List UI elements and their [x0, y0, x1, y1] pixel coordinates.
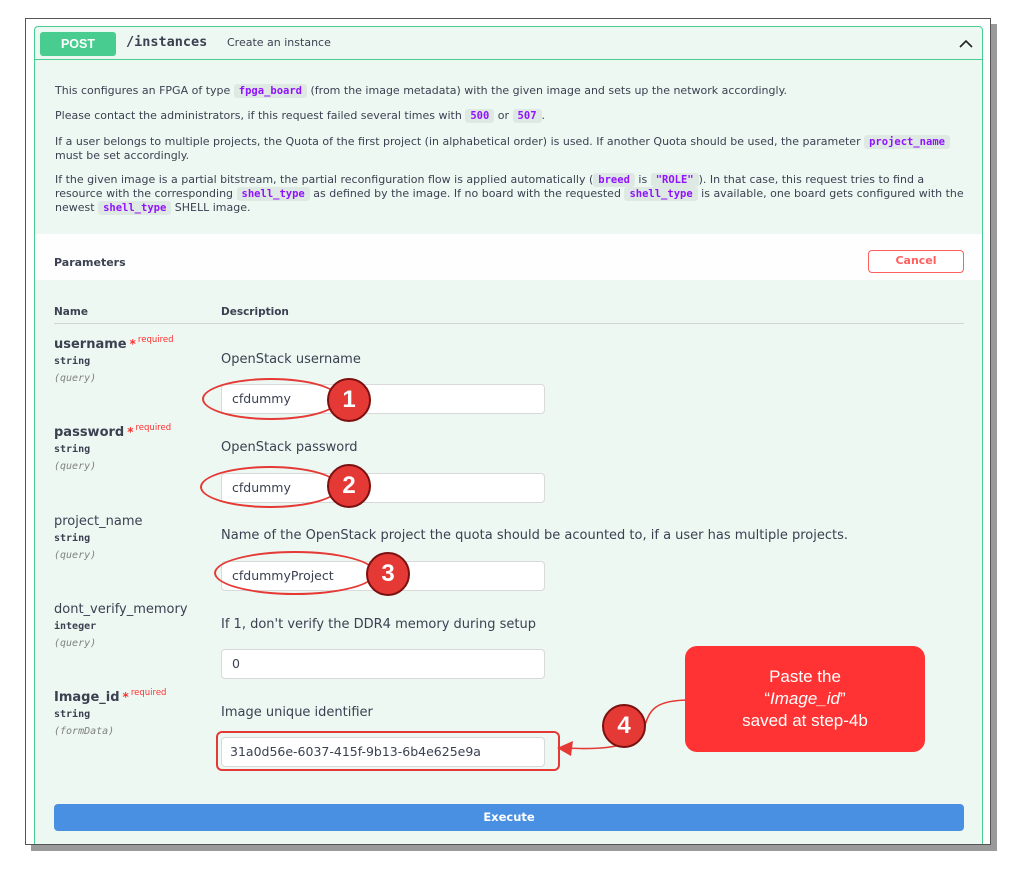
inline-code: 500: [465, 109, 494, 123]
project-name-input[interactable]: cfdummyProject: [221, 561, 545, 591]
method-badge: POST: [40, 32, 116, 56]
image-id-input[interactable]: 31a0d56e-6037-415f-9b13-6b4e625e9a: [221, 737, 545, 767]
param-description: If 1, don't verify the DDR4 memory during setup: [221, 617, 536, 632]
param-type: string: [54, 533, 91, 544]
inline-code: fpga_board: [234, 84, 307, 98]
cancel-button[interactable]: Cancel: [868, 250, 964, 273]
param-location: (query): [54, 461, 97, 472]
annotation-callout: [685, 646, 925, 752]
text: ). In that case, this request tries to find a resource with the corresponding: [55, 173, 925, 200]
inline-code: 507: [513, 109, 542, 123]
inline-code: "ROLE": [651, 173, 699, 187]
param-name-project-name: project_name: [54, 514, 143, 529]
column-header-description: Description: [221, 306, 289, 318]
inline-code: shell_type: [624, 187, 697, 201]
param-description: Name of the OpenStack project the quota should be acounted to, if a user has multiple projects.: [221, 528, 849, 543]
dont-verify-memory-input[interactable]: 0: [221, 649, 545, 679]
column-header-name: Name: [54, 306, 88, 318]
param-name-password: [54, 425, 171, 440]
annotation-marker-4: 4: [602, 704, 646, 748]
text: is available, one board gets configured with the newest: [55, 187, 964, 214]
callout-emphasis: Image_id: [770, 689, 840, 708]
annotation-marker-1: 1: [327, 378, 371, 422]
required-label: required: [135, 423, 172, 433]
operation-header[interactable]: [35, 27, 982, 60]
param-name-text: password: [54, 425, 125, 440]
callout-text: [685, 688, 925, 710]
text: SHELL image.: [174, 201, 251, 214]
operation-path: /instances: [126, 34, 208, 50]
text: (from the image metadata) with the given image and sets up the network accordingly.: [310, 84, 788, 97]
chevron-up-icon[interactable]: [959, 37, 973, 51]
text: Please contact the administrators, if this request failed several times with: [55, 109, 462, 122]
description-paragraph-1: [55, 84, 970, 98]
param-name-text: Image_id: [54, 690, 120, 705]
param-name-text: username: [54, 337, 127, 352]
text: must be set accordingly.: [55, 149, 190, 162]
required-star: *: [129, 337, 136, 351]
param-type: string: [54, 356, 91, 367]
execute-button[interactable]: Execute: [54, 804, 964, 831]
callout-text: saved at step-4b: [742, 711, 868, 730]
param-type: string: [54, 444, 91, 455]
param-name-image-id: [54, 690, 166, 705]
text: as defined by the image. If no board with the requested: [313, 187, 621, 200]
param-name-username: [54, 337, 174, 352]
param-name-dont-verify-memory: dont_verify_memory: [54, 602, 188, 617]
param-description: Image unique identifier: [221, 705, 373, 720]
required-label: required: [137, 335, 174, 345]
inline-code: project_name: [864, 135, 950, 149]
param-description: OpenStack username: [221, 352, 361, 367]
inline-code: breed: [593, 173, 635, 187]
annotation-marker-2: 2: [327, 464, 371, 508]
param-location: (query): [54, 373, 97, 384]
callout-quote: ”: [839, 689, 846, 708]
text: This configures an FPGA of type: [55, 84, 231, 97]
text: is: [638, 173, 648, 186]
callout-quote: “: [764, 689, 771, 708]
param-type: integer: [54, 621, 97, 632]
text: If the given image is a partial bitstream, the partial reconfiguration flow is applied automatically (: [55, 173, 594, 186]
column-divider: [54, 323, 964, 324]
username-input[interactable]: cfdummy: [221, 384, 545, 414]
parameters-title: Parameters: [54, 256, 126, 269]
param-type: string: [54, 709, 91, 720]
inline-code: shell_type: [237, 187, 310, 201]
description-paragraph-2: [55, 109, 970, 123]
param-location: (formData): [54, 726, 115, 737]
annotation-ellipse: [200, 466, 340, 508]
inline-code: shell_type: [98, 201, 171, 215]
required-label: required: [130, 688, 167, 698]
callout-text: Paste the: [769, 667, 841, 686]
text: .: [541, 109, 546, 122]
required-star: *: [127, 425, 134, 439]
description-paragraph-3: [55, 135, 970, 163]
parameters-header: [35, 234, 982, 280]
param-location: (query): [54, 638, 97, 649]
text: If a user belongs to multiple projects, the Quota of the first project (in alphabetical order) is used. If another Quota should be used, the parameter: [55, 135, 861, 148]
text: or: [497, 109, 510, 122]
description-paragraph-4: [55, 173, 970, 215]
param-description: OpenStack password: [221, 440, 358, 455]
param-location: (query): [54, 550, 97, 561]
operation-summary: Create an instance: [227, 36, 331, 49]
required-star: *: [122, 690, 129, 704]
annotation-ellipse: [202, 378, 340, 420]
annotation-marker-3: 3: [366, 552, 410, 596]
password-input[interactable]: cfdummy: [221, 473, 545, 503]
annotation-ellipse: [214, 551, 376, 595]
annotation-highlight-box: [216, 731, 560, 771]
